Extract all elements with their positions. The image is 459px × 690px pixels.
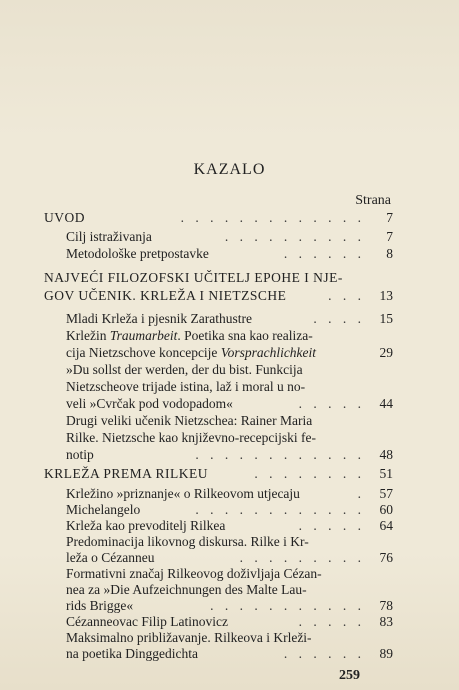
entry-page: 64: [379, 518, 393, 533]
entry-text: Mladi Krleža i pjesnik Zarathustre: [66, 311, 252, 326]
entry-page: 13: [379, 288, 393, 303]
entry-text: rids Brigge«: [66, 598, 134, 613]
entry-page: 89: [379, 646, 393, 661]
entry-text: Krležino »priznanje« o Rilkeovom utjecaju: [66, 486, 300, 501]
entry-page: 60: [379, 502, 393, 517]
entry-dots: . . . . . .: [283, 246, 365, 261]
entry-dots: . . . . . . . . . .: [224, 229, 365, 244]
entry-text: UVOD: [44, 210, 85, 225]
entry-text: Michelangelo: [66, 502, 141, 517]
entry-page: 51: [379, 466, 393, 481]
page-number: 259: [339, 668, 360, 683]
entry-dots: . . . . . . . .: [254, 466, 365, 481]
entry-text: GOV UČENIK. KRLEŽA I NIETZSCHE: [44, 288, 287, 303]
entry-text: Predominacija likovnog diskursa. Rilke i Kr-: [66, 534, 309, 549]
entry-text: »Du sollst der werden, der du bist. Funkcija: [66, 362, 303, 377]
entry-page: 57: [379, 486, 393, 501]
entry-page: 29: [379, 345, 393, 360]
entry-dots: . . . . . . . . . . . . .: [180, 210, 365, 225]
entry-text: Formativni značaj Rilkeovog doživljaja Cézan-: [66, 566, 322, 581]
entry-dots: . . . . . . . . . . . .: [195, 447, 365, 462]
entry-page: 7: [386, 210, 393, 225]
entry-dots: .: [357, 486, 365, 501]
entry-dots: . . . . . . . . . . .: [210, 598, 365, 613]
entry-text: . Poetika sna kao realiza-: [177, 328, 313, 343]
entry-page: 78: [379, 598, 393, 613]
entry-dots: . . . . . .: [283, 646, 365, 661]
entry-text: cija Nietzschove koncepcije: [66, 345, 221, 360]
entry-page: 44: [379, 396, 393, 411]
entry-dots: . . . . . . . . .: [239, 550, 365, 565]
entry-dots: . . . .: [313, 311, 365, 326]
entry-text: notip: [66, 447, 94, 462]
page-title: KAZALO: [193, 161, 266, 178]
entry-text: leža o Cézanneu: [66, 550, 155, 565]
entry-text: Metodološke pretpostavke: [66, 246, 209, 261]
entry-text: Rilke. Nietzsche kao književno-recepcijski fe-: [66, 430, 317, 445]
entry-dots: . . . . .: [298, 614, 365, 629]
entry-dots: . . .: [328, 288, 365, 303]
entry-dots: . . . . . . . . . . . .: [195, 502, 365, 517]
entry-text-italic: Vorsprachlichkeit: [220, 345, 317, 360]
entry-text: Cézanneovac Filip Latinovicz: [66, 614, 228, 629]
entry-text: veli »Cvrčak pod vodopadom«: [66, 396, 233, 411]
entry-text: Nietzscheove trijade istina, laž i moral u no-: [66, 379, 306, 394]
column-header: Strana: [355, 193, 391, 208]
entry-text: KRLEŽA PREMA RILKEU: [44, 466, 209, 481]
entry-page: 15: [379, 311, 393, 326]
entry-text: Krleža kao prevoditelj Rilkea: [66, 518, 226, 533]
entry-page: 48: [379, 447, 393, 462]
entry-page: 8: [386, 246, 393, 261]
entry-text: Cilj istraživanja: [66, 229, 152, 244]
entry-page: 7: [386, 229, 393, 244]
entry-text: na poetika Dinggedichta: [66, 646, 198, 661]
entry-page: 76: [379, 550, 393, 565]
entry-dots: . . . . .: [298, 396, 365, 411]
entry-text: Maksimalno približavanje. Rilkeova i Krleži-: [66, 630, 312, 645]
entry-text: NAJVEĆI FILOZOFSKI UČITELJ EPOHE I NJE-: [44, 270, 343, 285]
entry-dots: . . . . .: [298, 518, 365, 533]
entry-page: 83: [379, 614, 393, 629]
entry-text: Drugi veliki učenik Nietzschea: Rainer Maria: [66, 413, 313, 428]
entry-text-italic: Traumarbeit: [109, 328, 178, 343]
entry-text: Krležin: [66, 328, 110, 343]
entry-text: nea za »Die Aufzeichnungen des Malte Lau-: [66, 582, 307, 597]
